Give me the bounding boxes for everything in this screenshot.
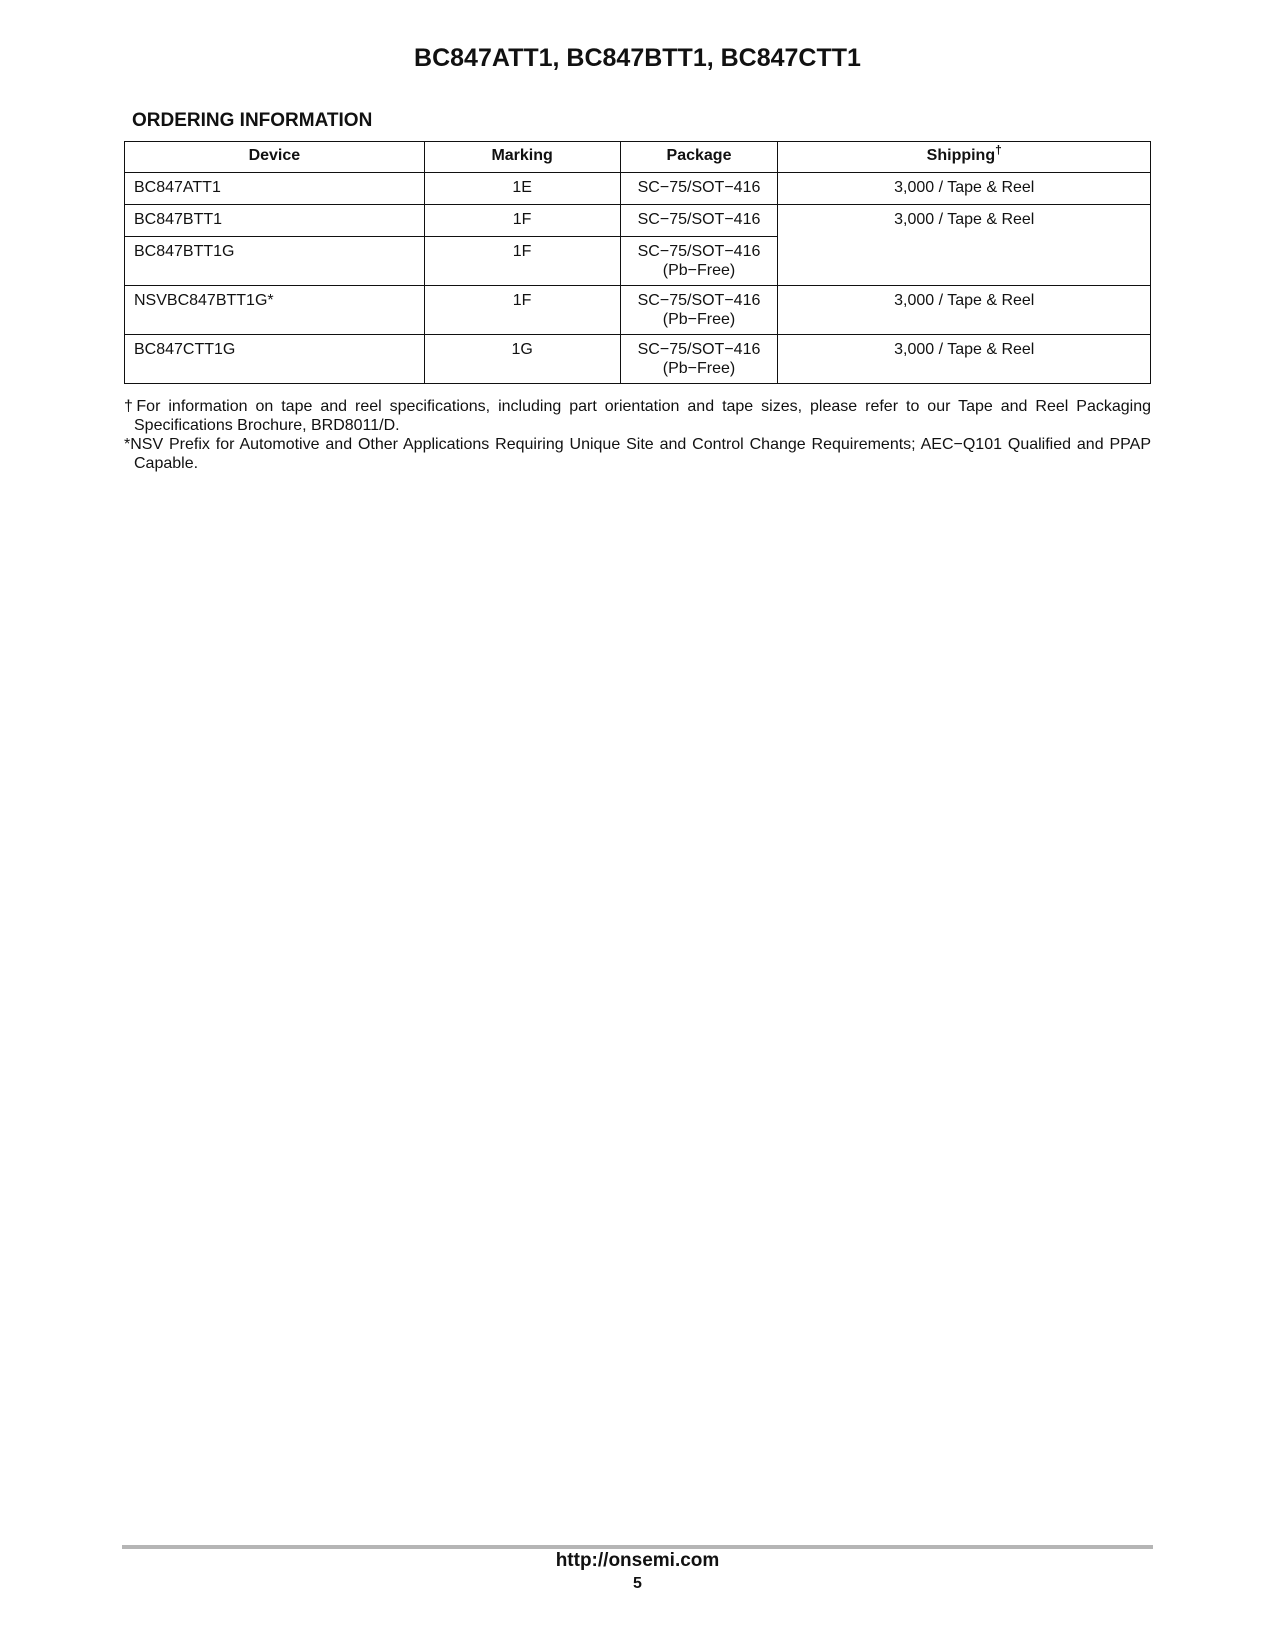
ordering-information-table xyxy=(124,141,1151,384)
package-name: SC−75/SOT−416 xyxy=(637,243,761,260)
footer-divider xyxy=(122,1545,1153,1549)
table-row xyxy=(125,173,1151,205)
package-lead-free-note: (Pb−Free) xyxy=(662,262,736,279)
package-name: SC−75/SOT−416 xyxy=(637,292,761,309)
marking-cell: 1F xyxy=(424,205,620,237)
footnotes xyxy=(124,397,1151,473)
shipping-cell: 3,000 / Tape & Reel xyxy=(778,173,1151,205)
page-number: 5 xyxy=(633,1575,642,1592)
device-cell: BC847CTT1G xyxy=(125,335,425,384)
table-header-row xyxy=(125,142,1151,173)
dagger-footnote-mark: † xyxy=(995,143,1002,157)
package-cell xyxy=(620,205,778,237)
column-header-package: Package xyxy=(620,142,778,173)
device-cell: BC847BTT1G xyxy=(125,237,425,286)
marking-cell: 1F xyxy=(424,237,620,286)
footnote-asterisk-nsv-prefix: *NSV Prefix for Automotive and Other Applications Requiring Unique Site and Control Change Requirements; AEC−Q101 Qualified and PPAP Capable. xyxy=(124,436,1151,472)
footnote-dagger-tape-and-reel: †For information on tape and reel specifications, including part orientation and tape sizes, please refer to our Tape and Reel Packaging Specifications Brochure, BRD8011/D. xyxy=(124,398,1151,434)
marking-cell: 1G xyxy=(424,335,620,384)
device-cell: NSVBC847BTT1G* xyxy=(125,286,425,335)
package-lead-free-note: (Pb−Free) xyxy=(662,360,736,377)
package-cell xyxy=(620,335,778,384)
package-lead-free-note: (Pb−Free) xyxy=(662,311,736,328)
package-cell xyxy=(620,237,778,286)
table-row xyxy=(125,286,1151,335)
footer-url-link[interactable]: http://onsemi.com xyxy=(555,1550,720,1571)
marking-cell: 1E xyxy=(424,173,620,205)
table-row xyxy=(125,335,1151,384)
document-title: BC847ATT1, BC847BTT1, BC847CTT1 xyxy=(414,44,861,72)
shipping-cell-merged: 3,000 / Tape & Reel xyxy=(778,205,1151,286)
column-header-device: Device xyxy=(125,142,425,173)
package-name: SC−75/SOT−416 xyxy=(637,179,761,196)
shipping-cell: 3,000 / Tape & Reel xyxy=(778,335,1151,384)
shipping-cell: 3,000 / Tape & Reel xyxy=(778,286,1151,335)
marking-cell: 1F xyxy=(424,286,620,335)
table-row xyxy=(125,205,1151,237)
column-header-shipping xyxy=(778,142,1151,173)
column-header-marking: Marking xyxy=(424,142,620,173)
package-name: SC−75/SOT−416 xyxy=(637,341,761,358)
section-title-ordering-information: ORDERING INFORMATION xyxy=(132,110,373,131)
device-cell: BC847ATT1 xyxy=(125,173,425,205)
shipping-header-label: Shipping xyxy=(926,147,996,164)
package-name: SC−75/SOT−416 xyxy=(637,211,761,228)
device-cell: BC847BTT1 xyxy=(125,205,425,237)
package-cell xyxy=(620,286,778,335)
package-cell xyxy=(620,173,778,205)
